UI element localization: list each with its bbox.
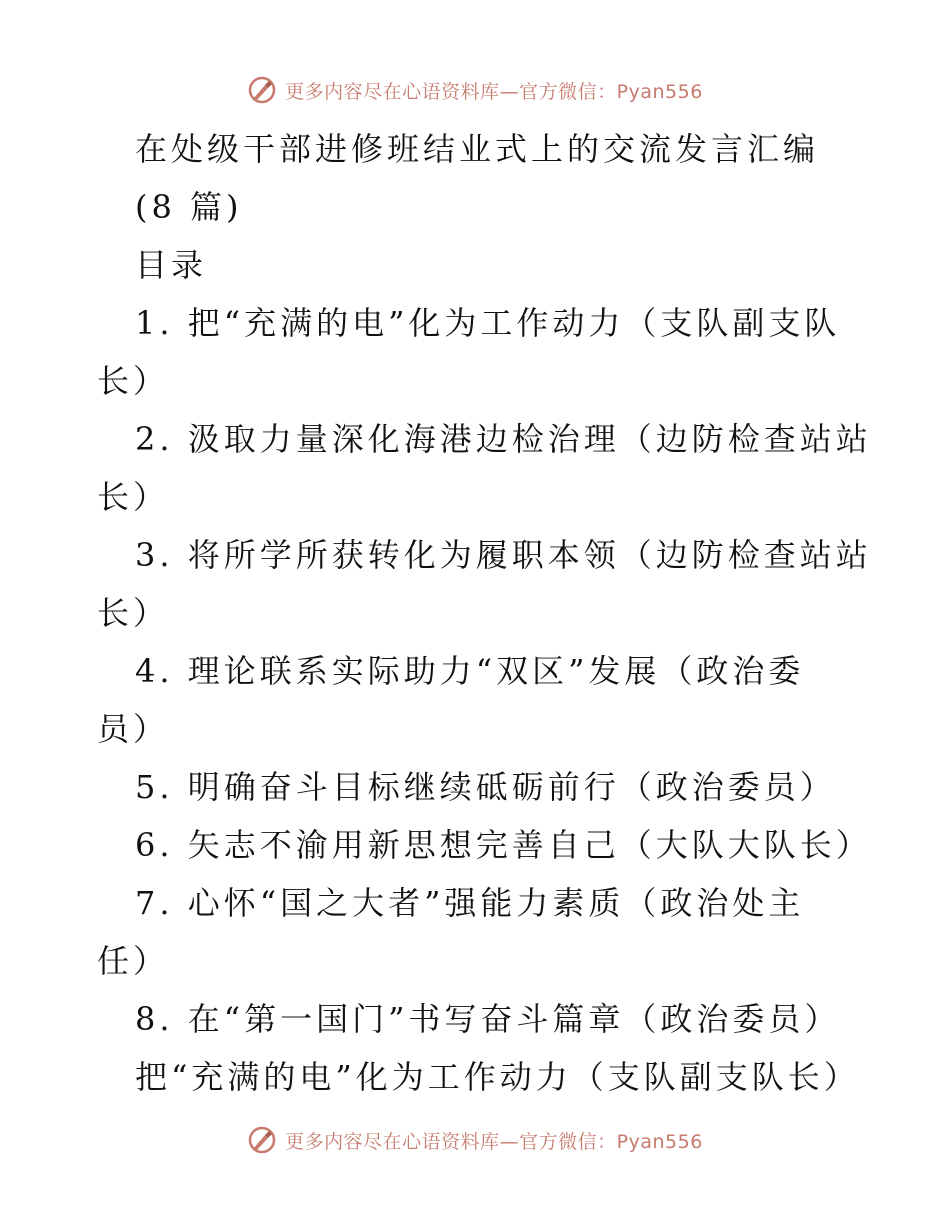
pen-logo-icon xyxy=(247,75,277,105)
toc-item: 3. 将所学所获转化为履职本领（边防检查站站 xyxy=(135,536,872,574)
watermark-text: 更多内容尽在心语资料库—官方微信：Pyan556 xyxy=(285,1130,703,1153)
footer-watermark-banner xyxy=(0,1120,950,1160)
toc-item-continuation: 长） xyxy=(97,478,170,516)
document-title: 在处级干部进修班结业式上的交流发言汇编 xyxy=(135,130,820,168)
toc-item: 1. 把“充满的电”化为工作动力（支队副支队 xyxy=(135,304,841,342)
document-body xyxy=(97,120,872,1106)
section-title: 把“充满的电”化为工作动力（支队副支队长） xyxy=(135,1058,860,1096)
toc-item: 7. 心怀“国之大者”强能力素质（政治处主 xyxy=(135,884,805,922)
toc-item: 5. 明确奋斗目标继续砥砺前行（政治委员） xyxy=(135,768,836,806)
toc-item-continuation: 员） xyxy=(97,710,170,748)
toc-item: 6. 矢志不渝用新思想完善自己（大队大队长） xyxy=(135,826,872,864)
pen-logo-icon xyxy=(247,1125,277,1155)
watermark-text: 更多内容尽在心语资料库—官方微信：Pyan556 xyxy=(285,80,703,103)
document-title-count: (8 篇) xyxy=(135,188,243,226)
toc-item: 2. 汲取力量深化海港边检治理（边防检查站站 xyxy=(135,420,872,458)
toc-item-continuation: 长） xyxy=(97,594,170,632)
toc-heading: 目录 xyxy=(135,246,208,284)
toc-item: 8. 在“第一国门”书写奋斗篇章（政治委员） xyxy=(135,1000,841,1038)
header-watermark-banner xyxy=(0,70,950,110)
toc-item-continuation: 任） xyxy=(97,942,170,980)
toc-item-continuation: 长） xyxy=(97,362,170,400)
toc-item: 4. 理论联系实际助力“双区”发展（政治委 xyxy=(135,652,805,690)
